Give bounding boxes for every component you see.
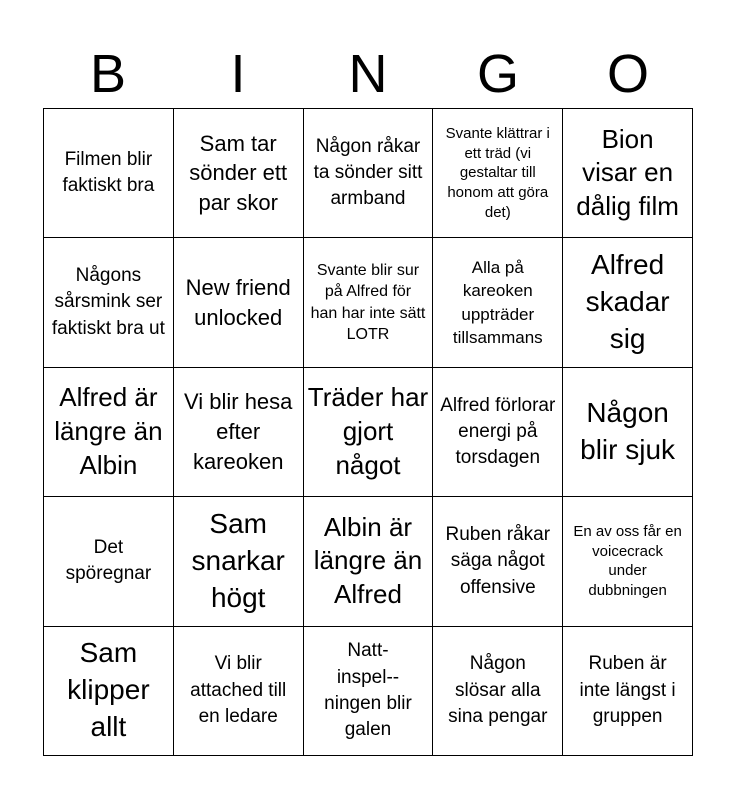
cell-text: Sam tar sönder ett par skor [189, 130, 288, 216]
bingo-cell[interactable] [563, 627, 693, 756]
cell-text: Någons sårsmink ser faktiskt bra ut [51, 265, 165, 339]
bingo-cell[interactable] [433, 497, 563, 626]
cell-text: Sam snarkar högt [191, 507, 285, 613]
bingo-cell[interactable] [44, 109, 174, 238]
bingo-cell[interactable] [433, 368, 563, 497]
cell-text: Vi blir attached till en ledare [190, 653, 287, 727]
cell-text: Någon råkar ta sönder sitt armband [313, 135, 423, 210]
cell-text: Alfred skadar sig [585, 249, 670, 355]
cell-text: Natt-inspel--ningen blir galen [324, 640, 412, 740]
cell-text: Svante blir sur på Alfred för han har inte sätt LOTR [310, 262, 426, 343]
bingo-cell[interactable] [304, 627, 434, 756]
bingo-cell[interactable] [44, 497, 174, 626]
bingo-cell[interactable] [174, 368, 304, 497]
cell-text: Svante klättrar i ett träd (vi gestaltar till honom att göra det) [445, 124, 550, 221]
bingo-cell[interactable] [433, 109, 563, 238]
bingo-cell[interactable] [174, 109, 304, 238]
bingo-cell[interactable] [174, 627, 304, 756]
bingo-cell[interactable] [563, 109, 693, 238]
bingo-cell[interactable] [304, 238, 434, 367]
cell-text: Det spöregnar [65, 537, 152, 585]
header-letter-b: B [89, 44, 127, 104]
cell-text: Albin är längre än Alfred [313, 511, 423, 610]
cell-text: Någon slösar alla sina pengar [448, 653, 548, 727]
bingo-cell[interactable] [174, 497, 304, 626]
header-letter-g: G [476, 44, 519, 104]
bingo-cell[interactable] [304, 368, 434, 497]
bingo-cell[interactable] [563, 368, 693, 497]
bingo-cell[interactable] [563, 497, 693, 626]
cell-text: Träder har gjort något [307, 382, 429, 480]
bingo-grid [43, 108, 693, 756]
bingo-cell[interactable] [563, 238, 693, 367]
bingo-cell[interactable] [304, 497, 434, 626]
bingo-cell[interactable] [433, 238, 563, 367]
cell-text: Sam klipper allt [67, 637, 150, 743]
cell-text: En av oss får en voicecrack under dubbningen [573, 522, 682, 600]
bingo-cell[interactable] [44, 627, 174, 756]
cell-text: Alla på kareoken uppträder tillsammans [452, 257, 543, 348]
bingo-cell[interactable] [44, 238, 174, 367]
cell-text: Alfred är längre än Albin [54, 382, 163, 480]
cell-text: Bion visar en dålig film [576, 123, 679, 222]
header-letter-o: O [606, 44, 649, 104]
bingo-cell[interactable] [304, 109, 434, 238]
cell-text: Ruben är inte längst i gruppen [579, 653, 676, 727]
cell-text: Filmen blir faktiskt bra [62, 148, 155, 197]
bingo-cell[interactable] [174, 238, 304, 367]
header-letter-i: I [230, 44, 246, 104]
cell-text: New friend unlocked [185, 274, 291, 330]
bingo-cell[interactable] [44, 368, 174, 497]
bingo-cell[interactable] [433, 627, 563, 756]
cell-text: Någon blir sjuk [580, 397, 676, 465]
header-letter-n: N [348, 44, 388, 104]
cell-text: Ruben råkar säga något offensive [445, 524, 551, 598]
cell-text: Vi blir hesa efter kareoken [183, 389, 293, 474]
bingo-header [43, 40, 693, 108]
cell-text: Alfred förlorar energi på torsdagen [440, 394, 556, 469]
